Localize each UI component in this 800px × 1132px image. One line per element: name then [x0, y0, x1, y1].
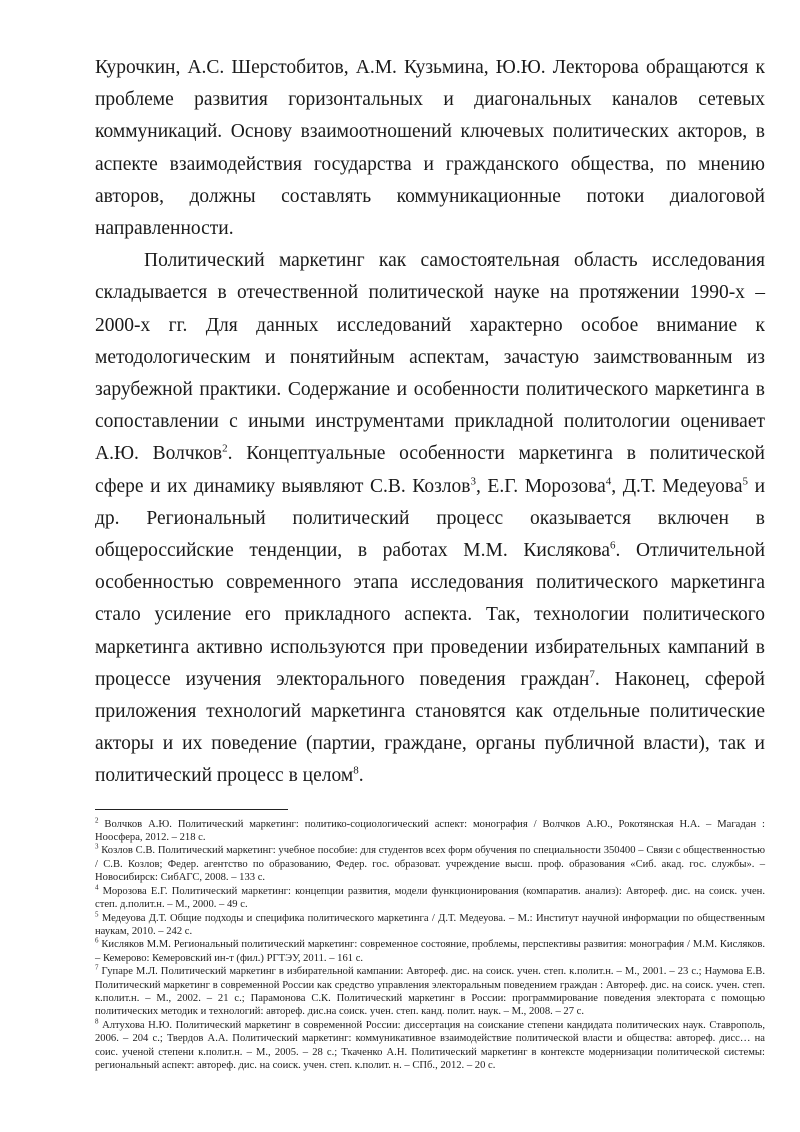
footnote-number: 7 — [95, 963, 99, 972]
footnote-reference[interactable]: 6 — [610, 539, 616, 552]
paragraph-text: Политический маркетинг как самостоятельная область исследования складывается в отечественной политической науке на протяжении 1990-х – 2000-х гг. Для данных исследований характерно особое внимание к методологическим и понятийным аспектам, зачастую заимствованным из зарубежной практики. Содержание и особенности политического маркетинга в сопоставлении с иными инструментами прикладной политологии оценивает А.Ю. Волчков — [95, 250, 765, 465]
footnote-reference[interactable]: 4 — [605, 475, 612, 488]
footnote-text: Морозова Е.Г. Политический маркетинг: концепции развития, модели функционирования (компаратив. анализ): Автореф. дис. на соиск. учен. степ. д.полит.н. – М., 2000. – 49 с. — [95, 885, 765, 911]
footnotes — [95, 818, 765, 1073]
footnote-text: Кисляков М.М. Региональный политический маркетинг: современное состояние, проблемы, перспективы развития: монография / М.М. Кисляков. – Кемерово: Кемеровский ин-т (фил.) РГТЭУ, 2011. – 161 с. — [95, 939, 765, 964]
footnote-text: Медеуова Д.Т. Общие подходы и специфика политического маркетинга / Д.Т. Медеуова. – М.: Институт научной информации по общественным наукам, 2010. – 242 с. — [95, 912, 765, 937]
footnote-text: Волчков А.Ю. Политический маркетинг: политико-социологический аспект: монография / Волчков А.Ю., Рокотянская Н.А. – Магадан : Ноосфера, 2012. – 218 с. — [95, 818, 765, 844]
footnote-text: Алтухова Н.Ю. Политический маркетинг в современной России: диссертация на соискание степени кандидата политических наук. Ставрополь, 2006. – 204 с.; Твердов А.А. Политический маркетинг: коммуникативное взаимодействие политической власти и общества: автореф. дисс… на соис. ученой степени к.полит.н. – М., 2005. – 28 с.; Ткаченко А.Н. Политический маркетинг в контексте модернизации политической системы: региональный аспект: автореф. дис. на соиск. учен. степ. к.полит. н. – СПб., 2012. – 20 с. — [95, 1019, 765, 1071]
footnote-number: 6 — [95, 936, 99, 945]
paragraph-text: Курочкин, А.С. Шерстобитов, А.М. Кузьмина, Ю.Ю. Лекторова обращаются к проблеме развития горизонтальных и диагональных каналов сетевых коммуникаций. Основу взаимоотношений ключевых политических акторов, в аспекте взаимодействия государства и гражданского общества, по мнению авторов, должны составлять коммуникационные потоки диалоговой направленности. — [95, 57, 765, 240]
footnote — [95, 1019, 765, 1073]
footnote-reference[interactable]: 3 — [470, 475, 476, 488]
document-page — [95, 52, 765, 1072]
footnote — [95, 909, 765, 939]
paragraph-text: , Д.Т. Медеуова — [611, 475, 743, 497]
paragraph-text: и др. Региональный политический процесс оказывается включен в общероссийские тенденции, в работах М.М. Кислякова — [95, 475, 766, 562]
footnote-number: 5 — [95, 909, 99, 918]
footnote-reference[interactable]: 2 — [222, 442, 228, 455]
footnote-number: 2 — [95, 816, 99, 825]
paragraph-text: . — [358, 765, 364, 787]
footnote-reference[interactable]: 7 — [589, 668, 595, 681]
footnote — [95, 965, 765, 1019]
paragraph — [95, 245, 765, 792]
footnote — [95, 885, 765, 912]
paragraph-text: . Наконец, сферой приложения технологий маркетинга становятся как отдельные политические акторы и их поведение (партии, граждане, органы публичной власти), так и политический процесс в целом — [95, 668, 765, 787]
footnote — [95, 938, 765, 965]
footnote-number: 4 — [95, 883, 99, 892]
footnote-number: 8 — [95, 1017, 99, 1026]
footnote-text: Козлов С.В. Политический маркетинг: учебное пособие: для студентов всех форм обучения по специальности 350400 – Связи с общественностью / С.В. Козлов; Федер. агентство по образованию, Федер. гос. образоват. учреждение высш. проф. образования «Сиб. акад. гос. службы». – Новосибирск: СибАГС, 2008. – 133 с. — [95, 845, 765, 884]
paragraph — [95, 52, 765, 245]
paragraph-text: , Е.Г. Морозова — [475, 475, 606, 497]
footnote-separator — [95, 809, 288, 810]
footnote-reference[interactable]: 8 — [353, 764, 359, 777]
footnote — [95, 844, 765, 884]
footnote-number: 3 — [95, 842, 99, 851]
footnote-text: Гупаре М.Л. Политический маркетинг в избирательной кампании: Автореф. дис. на соиск. учен. степ. к.полит.н. – М., 2001. – 23 с.; Наумова Е.В. Политический маркетинг в современной России как средство управления электоральным поведением граждан : Автореф. дис. на соиск. учен. степ. к.полит.н. – М., 2002. – 21 с.; Парамонова С.К. Политический маркетинг в России: программирование поведения электората с помощью политических методик и технологий: автореф. дис.на соиск. учен. степ. канд. полит. наук. – М., 2008. – 27 с. — [95, 966, 765, 1018]
paragraph-text: . Концептуальные особенности маркетинга в политической сфере и их динамику выявляют С.В. Козлов — [95, 443, 765, 497]
footnote — [95, 818, 765, 845]
body-text — [95, 52, 765, 793]
footnote-reference[interactable]: 5 — [742, 475, 748, 488]
paragraph-text: . Отличительной особенностью современного этапа исследования политического маркетинга стало усиление его прикладного аспекта. Так, технологии политического маркетинга активно используются при проведении избирательных кампаний в процессе изучения электорального поведения граждан — [95, 540, 766, 690]
